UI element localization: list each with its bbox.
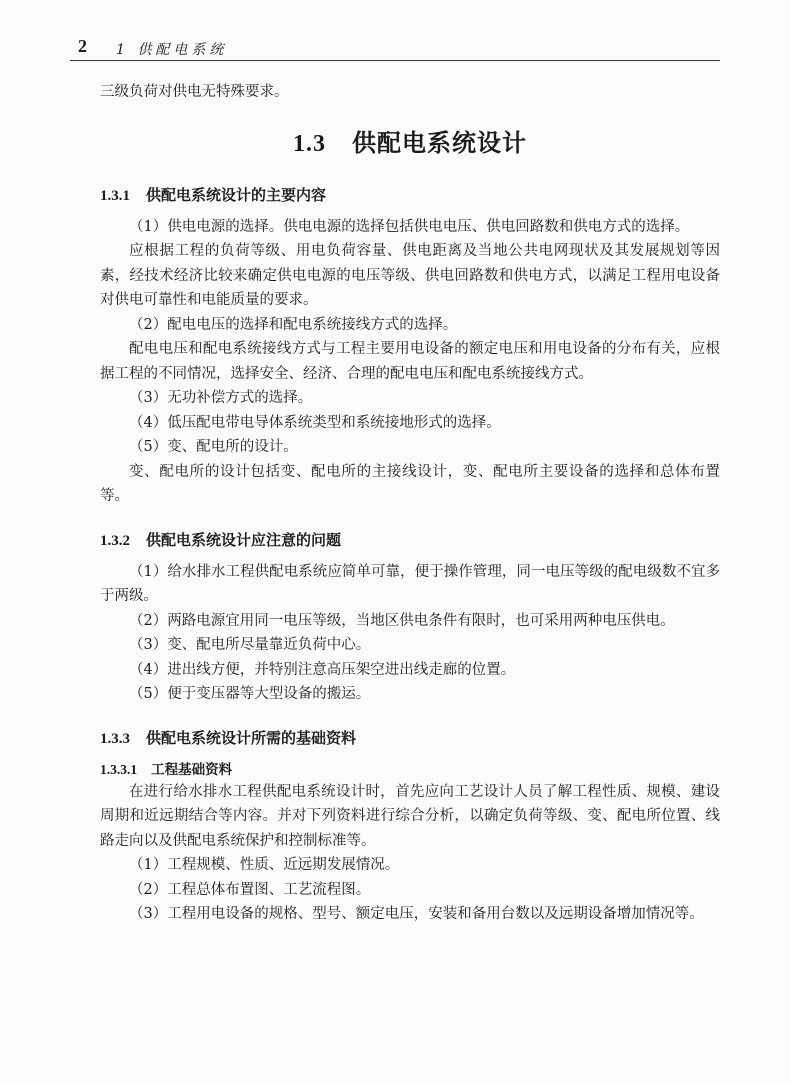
intro-paragraph: 三级负荷对供电无特殊要求。: [100, 84, 289, 100]
running-header: [70, 34, 720, 61]
paragraph: （1）供电电源的选择。供电电源的选择包括供电电压、供电回路数和供电方式的选择。: [129, 218, 690, 235]
chapter-label: 1 供配电系统: [116, 42, 228, 58]
section-number: 1.3: [293, 130, 326, 157]
paragraph: （2）配电电压的选择和配电系统接线方式的选择。: [129, 316, 458, 333]
paragraph: （3）变、配电所尽量靠近负荷中心。: [129, 637, 371, 653]
paragraph: （5）便于变压器等大型设备的搬运。: [129, 686, 371, 702]
paragraph: 变、配电所的设计包括变、配电所的主接线设计，变、配电所主要设备的选择和总体布置等。: [100, 463, 720, 504]
subsubsection-title: 工程基础资料: [151, 761, 233, 778]
paragraph: （1）工程规模、性质、近远期发展情况。: [129, 857, 400, 873]
section-heading: [100, 123, 720, 158]
section-title: 供配电系统设计: [352, 128, 527, 157]
paragraph: （3）工程用电设备的规格、型号、额定电压，安装和备用台数以及远期设备增加情况等。: [129, 906, 704, 922]
paragraph: （3）无功补偿方式的选择。: [129, 390, 313, 406]
paragraph: （2）工程总体布置图、工艺流程图。: [129, 881, 371, 898]
page-content: [100, 80, 720, 927]
subsection-title: 供配电系统设计所需的基础资料: [146, 728, 357, 747]
paragraph: （4）低压配电带电导体系统类型和系统接地形式的选择。: [129, 414, 501, 431]
paragraph: 在进行给水排水工程供配电系统设计时，首先应向工艺设计人员了解工程性质、规模、建设周期和近远期结合等内容。并对下列资料进行综合分析，以确定负荷等级、变、配电所位置、线路走向以及供配电系统保护和控制标准等。: [100, 783, 720, 849]
subsection-number: 1.3.1: [100, 187, 130, 204]
subsection-number: 1.3.2: [100, 532, 130, 549]
page-number: 2: [78, 36, 87, 56]
subsection-heading-1-3-2: [100, 529, 720, 550]
subsection-number: 1.3.3: [100, 730, 130, 747]
paragraph: （4）进出线方便，并特别注意高压架空进出线走廊的位置。: [129, 661, 516, 678]
paragraph: （5）变、配电所的设计。: [129, 439, 298, 455]
paragraph: （2）两路电源宜用同一电压等级，当地区供电条件有限时，也可采用两种电压供电。: [129, 612, 675, 629]
paragraph: 配电电压和配电系统接线方式与工程主要用电设备的额定电压和用电设备的分布有关，应根据工程的不同情况，选择安全、经济、合理的配电电压和配电系统接线方式。: [100, 341, 720, 382]
subsubsection-number: 1.3.3.1: [100, 761, 138, 777]
subsubsection-heading-1-3-3-1: [100, 758, 720, 778]
subsection-title: 供配电系统设计应注意的问题: [146, 530, 342, 549]
subsection-title: 供配电系统设计的主要内容: [146, 185, 327, 204]
paragraph: （1）给水排水工程供配电系统应简单可靠，便于操作管理，同一电压等级的配电级数不宜多于两级。: [100, 563, 720, 604]
paragraph: 应根据工程的负荷等级、用电负荷容量、供电距离及当地公共电网现状及其发展规划等因素，经技术经济比较来确定供电电源的电压等级、供电回路数和供电方式，以满足工程用电设备对供电可靠性和电能质量的要求。: [100, 243, 720, 308]
subsection-heading-1-3-1: [100, 184, 720, 205]
subsection-heading-1-3-3: [100, 727, 720, 748]
